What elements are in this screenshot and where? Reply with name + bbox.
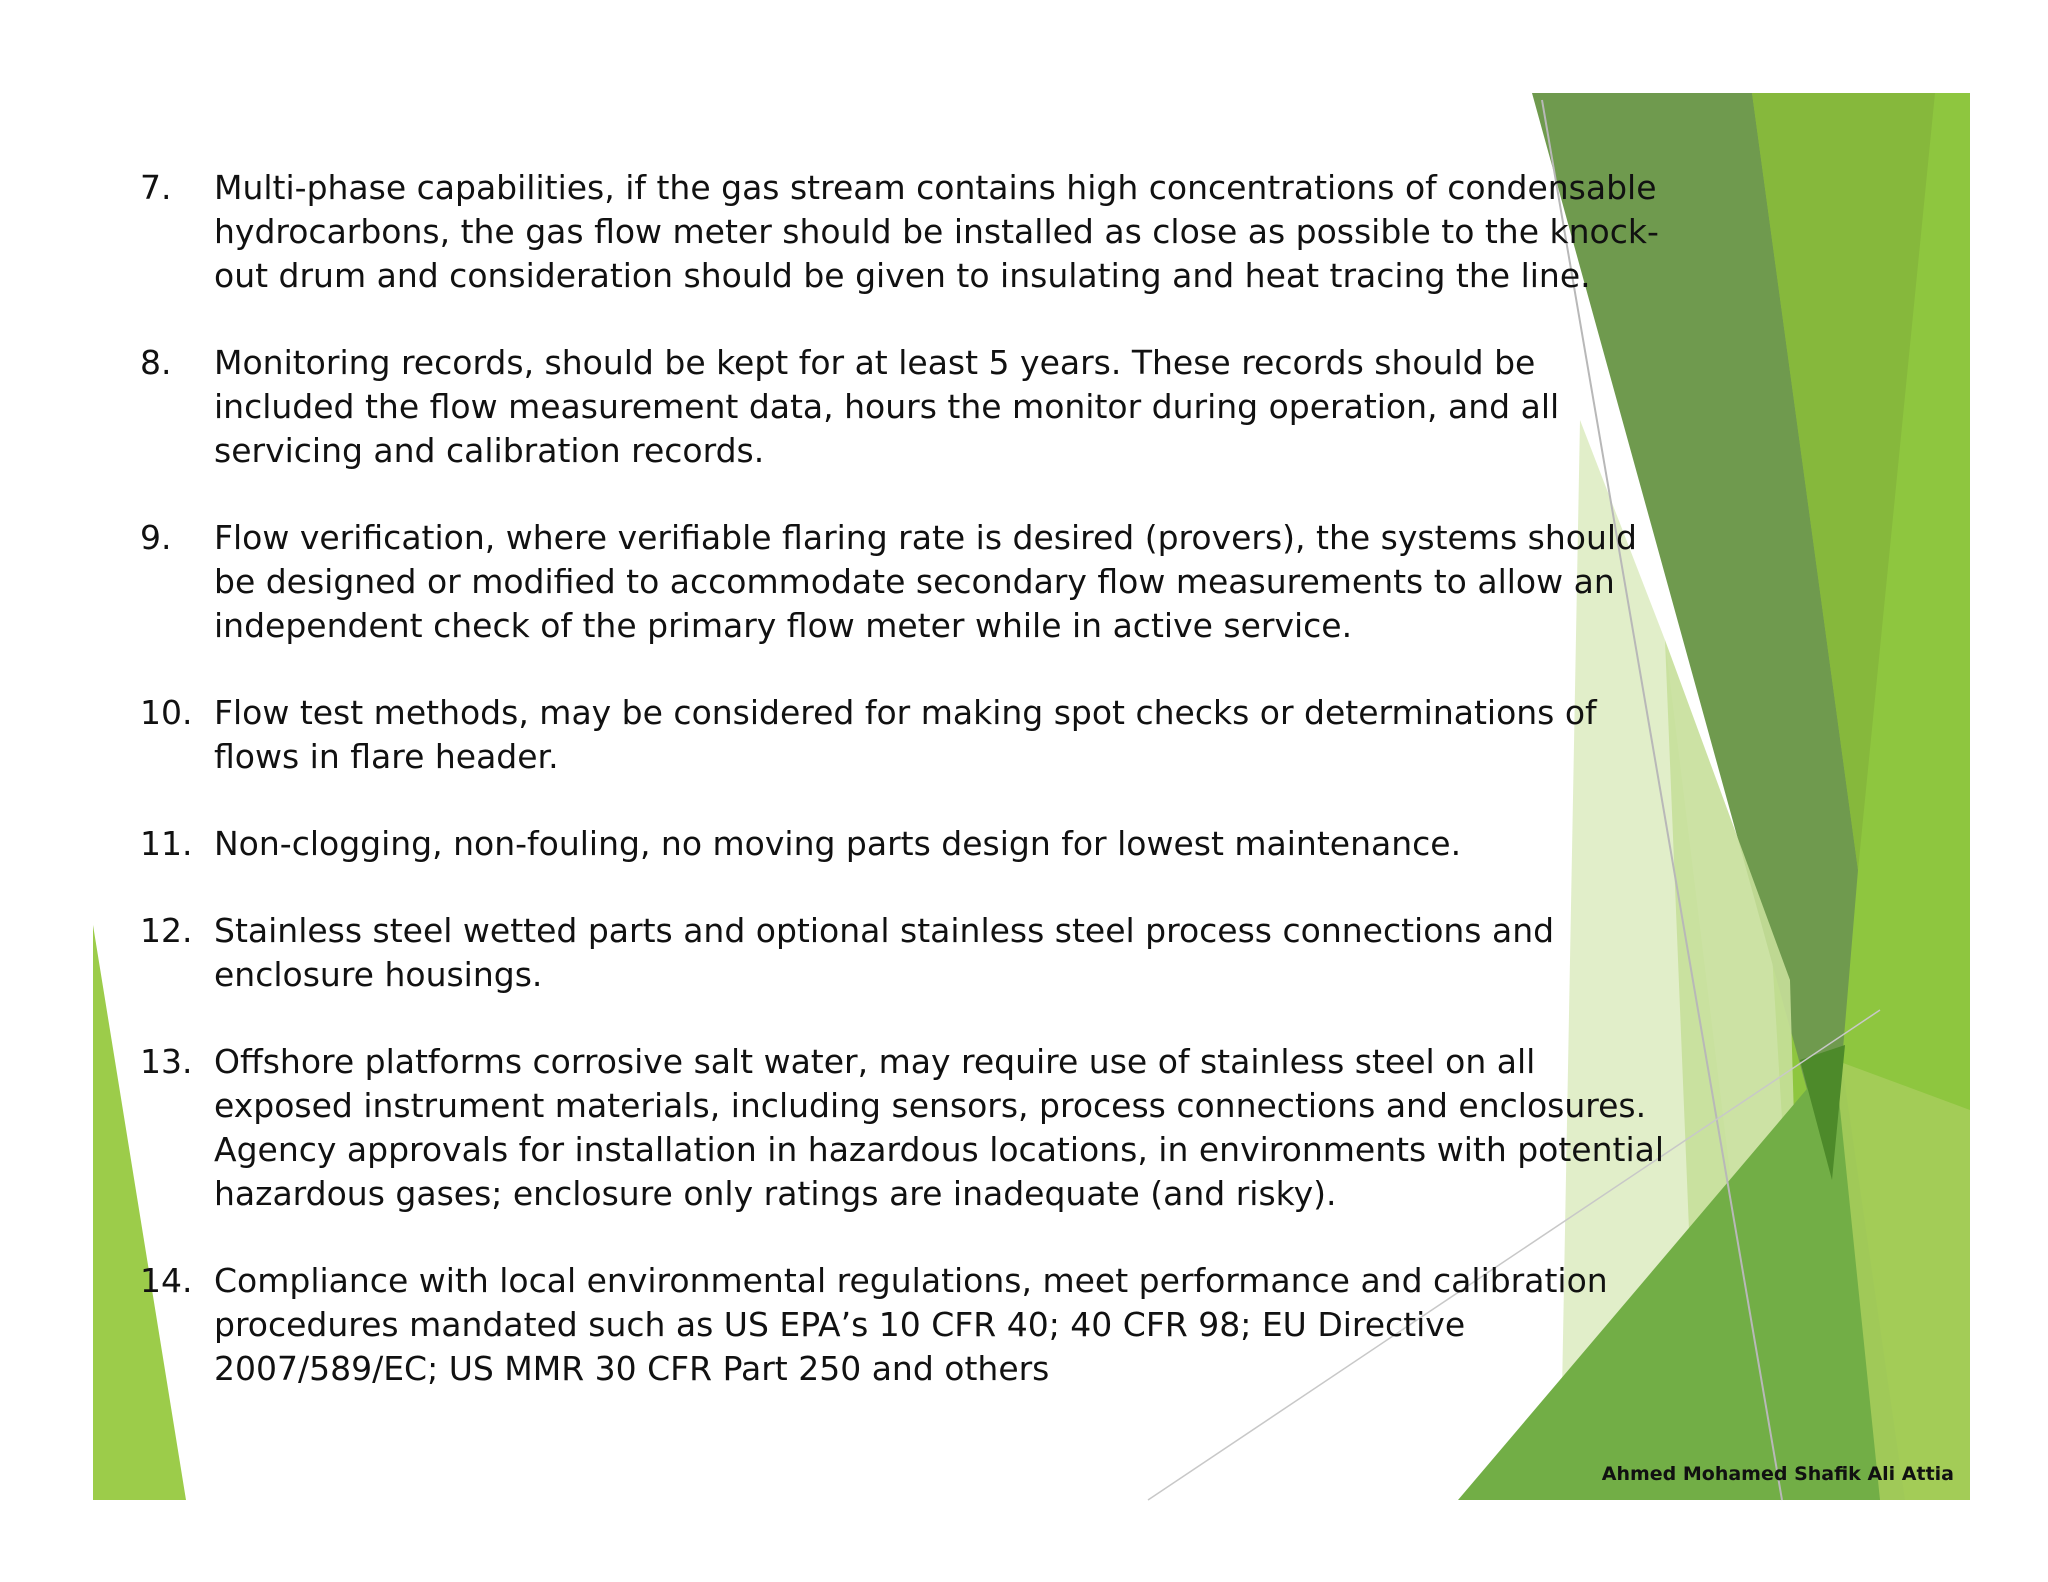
item-number: 9. bbox=[140, 518, 172, 557]
list-item bbox=[140, 909, 1680, 997]
list-item bbox=[140, 166, 1680, 298]
item-text: Offshore platforms corrosive salt water, may require use of stainless steel on all exposed instrument materials, including sensors, process connections and enclosures. Agency approvals for installation in hazardous locations, in environments with potential hazardous gases; enclosure only ratings are inadequate (and risky). bbox=[214, 1042, 1665, 1213]
item-number: 13. bbox=[140, 1042, 193, 1081]
item-number: 10. bbox=[140, 693, 193, 732]
item-text: Compliance with local environmental regulations, meet performance and calibration procedures mandated such as US EPA’s 10 CFR 40; 40 CFR 98; EU Directive 2007/589/EC; US MMR 30 CFR Part 250 and others bbox=[214, 1261, 1608, 1388]
item-number: 7. bbox=[140, 168, 172, 207]
item-number: 11. bbox=[140, 824, 193, 863]
list-item bbox=[140, 1259, 1680, 1391]
list-item bbox=[140, 822, 1680, 866]
item-text: Multi-phase capabilities, if the gas stream contains high concentrations of condensable hydrocarbons, the gas flow meter should be installed as close as possible to the knock-out drum and consideration should be given to insulating and heat tracing the line. bbox=[214, 168, 1659, 295]
item-number: 12. bbox=[140, 911, 193, 950]
numbered-list bbox=[140, 166, 1680, 1434]
item-number: 14. bbox=[140, 1261, 193, 1300]
item-number: 8. bbox=[140, 343, 172, 382]
item-text: Monitoring records, should be kept for at least 5 years. These records should be included the flow measurement data, hours the monitor during operation, and all servicing and calibration records. bbox=[214, 343, 1560, 470]
item-text: Flow verification, where verifiable flaring rate is desired (provers), the systems should be designed or modified to accommodate secondary flow measurements to allow an independent check of the primary flow meter while in active service. bbox=[214, 518, 1637, 645]
author-credit: Ahmed Mohamed Shafik Ali Attia bbox=[1601, 1463, 1954, 1485]
item-text: Flow test methods, may be considered for making spot checks or determinations of flows in flare header. bbox=[214, 693, 1597, 776]
item-text: Stainless steel wetted parts and optional stainless steel process connections and enclosure housings. bbox=[214, 911, 1555, 994]
list-item bbox=[140, 516, 1680, 648]
list-item bbox=[140, 691, 1680, 779]
list-item bbox=[140, 1040, 1680, 1216]
item-text: Non-clogging, non-fouling, no moving parts design for lowest maintenance. bbox=[214, 824, 1462, 863]
list-item bbox=[140, 341, 1680, 473]
